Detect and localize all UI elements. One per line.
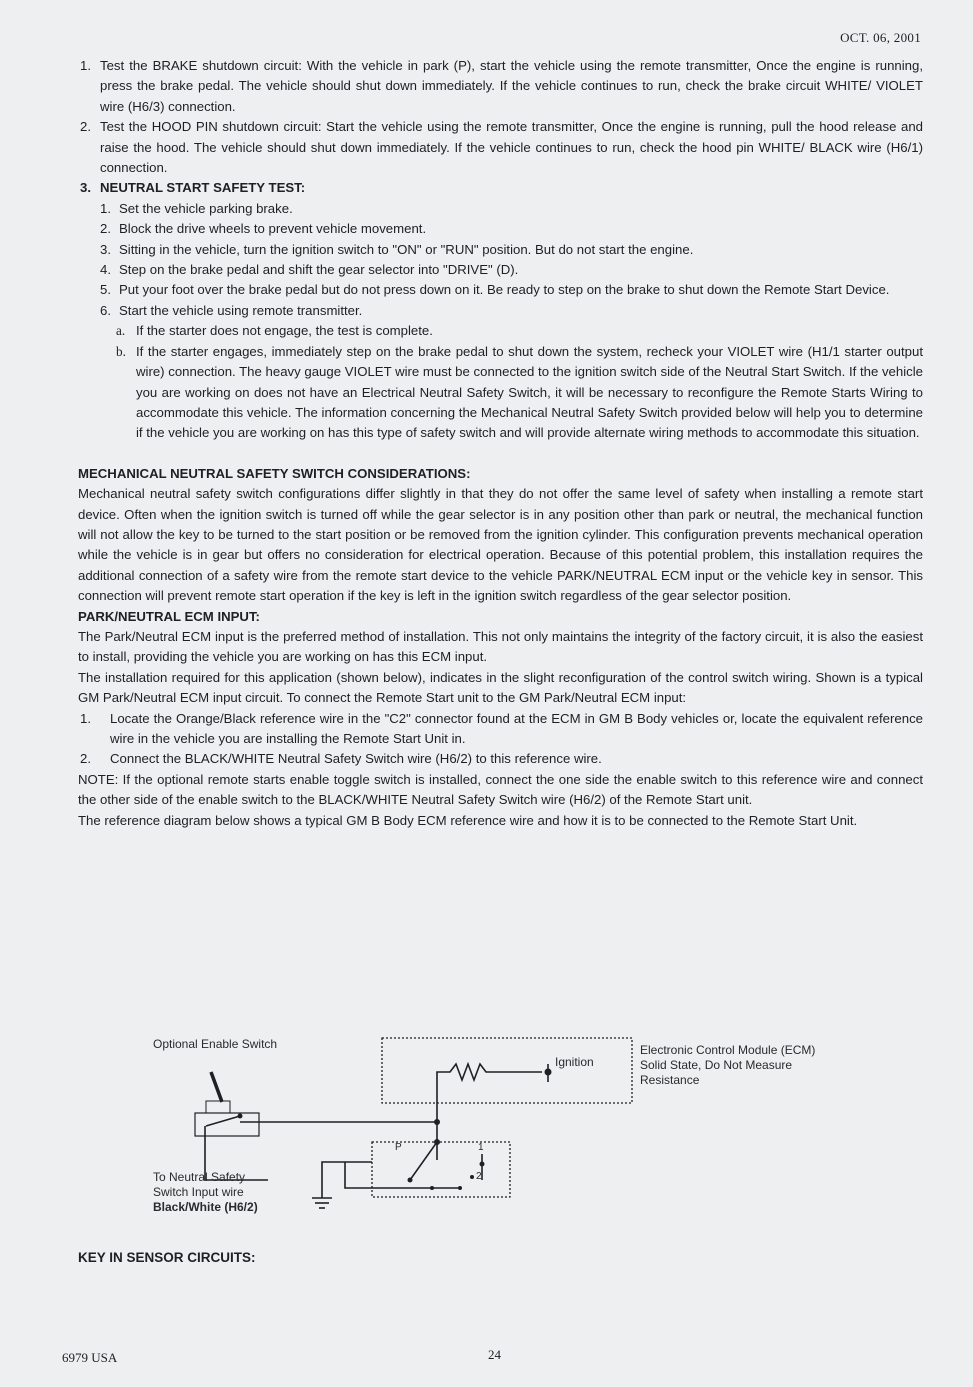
page-number: 24 [488, 1347, 501, 1362]
list-text: Set the vehicle parking brake. [119, 200, 293, 216]
paragraph: The reference diagram below shows a typical GM B Body ECM reference wire and how it is to be connected to the Remote Start Unit. [78, 812, 858, 828]
list-number: 6. [100, 302, 111, 318]
list-number: 4. [100, 262, 111, 278]
neutral-substep [78, 321, 923, 341]
list-number: 2. [80, 119, 91, 135]
list-text: If the starter does not engage, the test is complete. [136, 323, 433, 339]
list-number: 2. [100, 221, 111, 237]
list-number: 1. [80, 710, 91, 726]
ignition-label: Ignition [555, 1055, 594, 1069]
switch-contact [206, 1116, 240, 1126]
pin-2-label: 2 [476, 1171, 482, 1182]
spacer [78, 444, 923, 464]
pin-1-label: 1 [478, 1142, 484, 1153]
switch-pivot [238, 1114, 243, 1119]
toggle-lever [211, 1072, 222, 1102]
ground-wire [322, 1162, 372, 1198]
list-number: 3. [80, 180, 91, 196]
footer-model: 6979 USA [62, 1350, 118, 1365]
ecm-step [78, 709, 923, 750]
ecm-step [78, 749, 923, 769]
list-text: Locate the Orange/Black reference wire in the "C2" connector found at the ECM in GM B Body vehicles or, locate the equivalent reference wire in the vehicle you are installing the Remote Start Unit in. [110, 710, 923, 746]
list-number: 2. [80, 751, 91, 767]
ecm-label-line: Electronic Control Module (ECM) [640, 1043, 816, 1057]
section-heading: MECHANICAL NEUTRAL SAFETY SWITCH CONSIDERATIONS: [78, 465, 471, 481]
list-number: 1. [100, 200, 111, 216]
section-heading: PARK/NEUTRAL ECM INPUT: [78, 608, 260, 624]
list-number: 3. [100, 241, 111, 257]
document-date: OCT. 06, 2001 [840, 30, 921, 45]
junction-dot [434, 1139, 440, 1145]
key-in-sensor-heading: KEY IN SENSOR CIRCUITS: [78, 1250, 256, 1265]
page-content [78, 56, 923, 831]
list-text: Block the drive wheels to prevent vehicle movement. [119, 221, 427, 237]
section-heading: NEUTRAL START SAFETY TEST: [100, 180, 306, 196]
contact-p [408, 1178, 413, 1183]
junction-dot [434, 1119, 440, 1125]
list-text: If the starter engages, immediately step on the brake pedal to shut down the system, recheck your VIOLET wire (H1/1 starter output wire) connection. The heavy gauge VIOLET wire must be connected to the ignition switch side of the Neutral Start Switch. If the vehicle you are working on does not have an Electrical Neutral Safety Switch, it will be necessary to reconfigure the Remote Starts Wiring to accommodate this vehicle. The information concerning the Mechanical Neutral Safety Switch provided below will help you to determine if the vehicle you are working on has this type of safety switch and will provide alternate wiring methods to accommodate this situation. [136, 343, 923, 441]
ignition-dot [545, 1069, 552, 1076]
ecm-label [640, 1043, 815, 1088]
neutral-step [78, 199, 923, 219]
resistor [437, 1064, 542, 1160]
list-text: Test the HOOD PIN shutdown circuit: Start the vehicle using the remote transmitter, Once the engine is running, pull the hood release and raise the hood. The vehicle should shut down immediately. If the vehicle continues to run, check the hood pin WHITE/ BLACK wire (H6/1) connection. [100, 119, 923, 176]
wiring-diagram-graphic [0, 1030, 973, 1230]
enable-switch-label: Optional Enable Switch [153, 1037, 278, 1051]
list-text: Step on the brake pedal and shift the gear selector into "DRIVE" (D). [119, 262, 519, 278]
nss-label-line: To Neutral Safety [153, 1170, 246, 1184]
test-hood-pin [78, 117, 923, 178]
ecm-label-line: Solid State, Do Not Measure [640, 1058, 793, 1072]
contact-dot [430, 1186, 434, 1190]
neutral-step [78, 219, 923, 239]
ecm-label-line: Resistance [640, 1073, 700, 1087]
gear-switch-arm [410, 1142, 437, 1180]
contact-dot [458, 1186, 462, 1190]
contact-2 [470, 1175, 474, 1179]
wiring-diagram [0, 1030, 973, 1230]
list-letter: b. [116, 343, 126, 359]
test-brake [78, 56, 923, 117]
list-number: 5. [100, 282, 111, 298]
neutral-substep [78, 342, 923, 444]
paragraph: The installation required for this application (shown below), indicates in the slight reconfiguration of the control switch wiring. Shown is a typical GM Park/Neutral ECM input circuit. To connect the Remote Start unit to the GM Park/Neutral ECM input: [78, 669, 923, 706]
list-text: Start the vehicle using remote transmitter. [119, 302, 363, 318]
shutdown-tests [78, 56, 923, 444]
nss-label-line: Black/White (H6/2) [153, 1200, 258, 1214]
ecm-box [382, 1038, 632, 1103]
test-neutral-start [78, 178, 923, 198]
contact-1 [480, 1162, 485, 1167]
list-number: 1. [80, 58, 91, 73]
neutral-step [78, 260, 923, 280]
park-contact-wire [345, 1162, 460, 1188]
list-text: Put your foot over the brake pedal but do not press down on it. Be ready to step on the brake to shut down the Remote Start Device. [119, 282, 890, 298]
nss-label-line: Switch Input wire [153, 1185, 244, 1199]
note: NOTE: If the optional remote starts enable toggle switch is installed, connect the one side the enable switch to this reference wire and connect the other side of the enable switch to the BLACK/WHITE Neutral Safety Switch wire (H6/2) of the Remote Start unit. [78, 771, 923, 808]
list-text: Test the BRAKE shutdown circuit: With the vehicle in park (P), start the vehicle using the remote transmitter, Once the engine is running, press the brake pedal. The vehicle should shut down immediately. If the vehicle continues to run, check the brake circuit WHITE/ VIOLET wire (H6/3) connection. [100, 58, 923, 114]
nss-label [153, 1170, 258, 1215]
paragraph: Mechanical neutral safety switch configurations differ slightly in that they do not offer the same level of safety when installing a remote start device. Often when the ignition switch is turned off while the gear selector is in any position other than park or neutral, the mechanical function will not allow the key to be turned to the start position or be removed from the ignition cylinder. This configuration prevents mechanical operation while the vehicle is in gear but offers no consideration for electrical operation. Because of this potential problem, this installation requires the additional connection of a safety wire from the remote start device to the vehicle PARK/NEUTRAL ECM input or the vehicle key in sensor. This connection will prevent remote start operation if the key is left in the ignition switch regardless of the gear selector position. [78, 486, 923, 604]
paragraph: The Park/Neutral ECM input is the preferred method of installation. This not only maintains the integrity of the factory circuit, it is also the easiest to install, providing the vehicle you are working on has this ECM input. [78, 628, 923, 665]
neutral-step [78, 280, 923, 300]
toggle-base [206, 1101, 230, 1113]
list-text: Sitting in the vehicle, turn the ignition switch to "ON" or "RUN" position. But do not start the engine. [119, 241, 694, 257]
list-text: Connect the BLACK/WHITE Neutral Safety Switch wire (H6/2) to this reference wire. [110, 751, 602, 767]
pin-p-label: P [395, 1142, 402, 1153]
list-letter: a. [116, 323, 126, 339]
ecm-steps [78, 709, 923, 770]
neutral-step [78, 240, 923, 260]
neutral-step [78, 301, 923, 321]
